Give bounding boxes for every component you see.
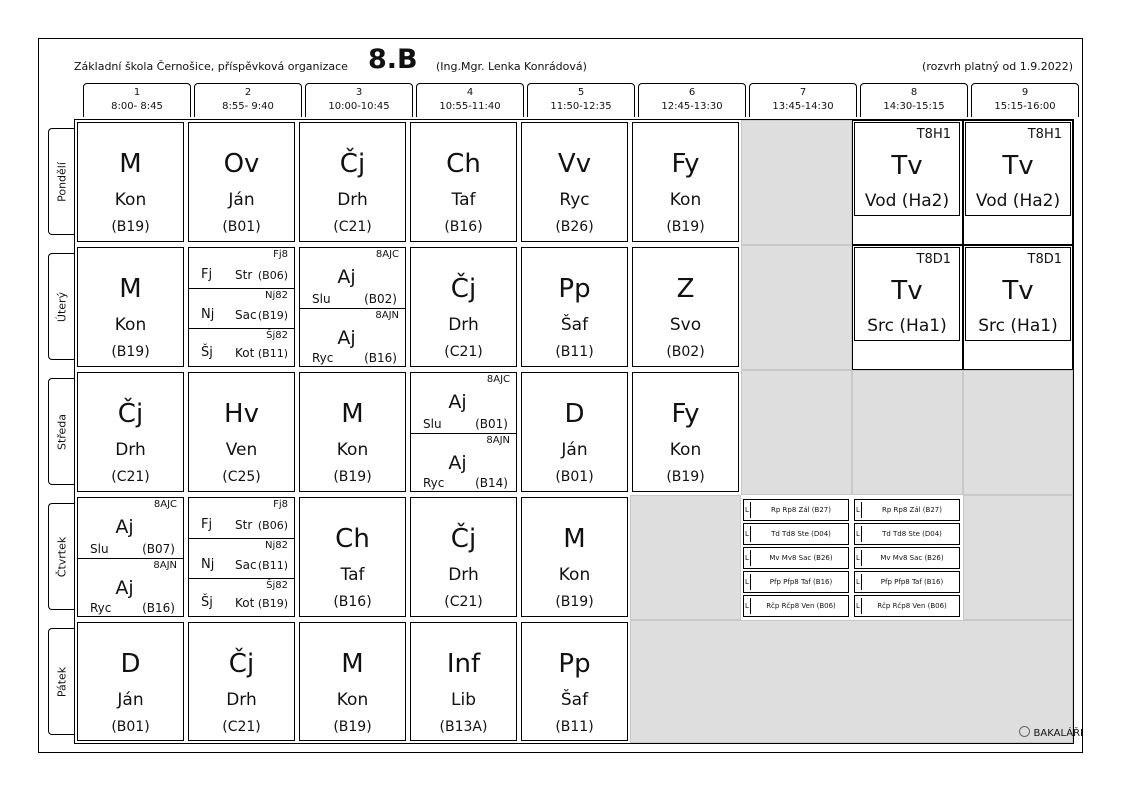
pe-lesson-card[interactable]: T8D1 Tv Src (Ha1) [854,247,960,341]
elective-item[interactable]: L Mv Mv8 Sac (B26) [854,547,960,569]
lesson-card[interactable]: Pp Šaf (B11) [521,247,628,367]
lesson-card[interactable]: Čj Drh (C21) [410,497,517,617]
lesson-card[interactable]: Vv Ryc (B26) [521,122,628,242]
lesson-card[interactable]: Ov Ján (B01) [188,122,295,242]
lesson-card[interactable]: M Kon (B19) [299,372,406,492]
empty-slot [963,370,1073,495]
english-groups-card[interactable]: 8AJC Aj Slu (B07) 8AJN Aj Ryc (B16) [77,497,184,617]
period-header: 5 11:50-12:35 [527,83,635,117]
period-header: 1 8:00- 8:45 [83,83,191,117]
empty-slot [741,245,852,370]
language-groups-card[interactable]: Fj8 Fj Str (B06) Nj82 Nj Sac (B11) Šj82 Šj Kot (B19) [188,497,295,617]
period-header: 3 10:00-10:45 [305,83,413,117]
elective-item[interactable]: L Td Td8 Ste (D04) [743,523,849,545]
elective-item[interactable]: L Pfp Pfp8 Taf (B16) [743,571,849,593]
lesson-card[interactable]: Čj Drh (C21) [299,122,406,242]
elective-item[interactable]: L Rčp Rčp8 Ven (B06) [743,595,849,617]
english-groups-card[interactable]: 8AJC Aj Slu (B02) 8AJN Aj Ryc (B16) [299,247,406,367]
lesson-card[interactable]: M Kon (B19) [521,497,628,617]
english-groups-card[interactable]: 8AJC Aj Slu (B01) 8AJN Aj Ryc (B14) [410,372,517,492]
lesson-card[interactable]: Pp Šaf (B11) [521,622,628,741]
elective-item[interactable]: L Rčp Rčp8 Ven (B06) [854,595,960,617]
lesson-card[interactable]: M Kon (B19) [77,122,184,242]
language-groups-card[interactable]: Fj8 Fj Str (B06) Nj82 Nj Sac (B19) Šj82 Šj Kot (B11) [188,247,295,367]
timetable-grid [74,119,1074,744]
bakalari-logo: BAKALÁŘI [1019,726,1083,739]
lesson-card[interactable]: Ch Taf (B16) [410,122,517,242]
day-label-wednesday: Středa [48,378,75,485]
gear-icon [1019,726,1030,737]
period-header: 7 13:45-14:30 [749,83,857,117]
elective-item[interactable]: L Pfp Pfp8 Taf (B16) [854,571,960,593]
elective-item[interactable]: L Rp Rp8 Zál (B27) [743,499,849,521]
day-label-tuesday: Úterý [48,253,75,360]
period-header: 8 14:30-15:15 [860,83,968,117]
period-header: 4 10:55-11:40 [416,83,524,117]
lesson-card[interactable]: Ch Taf (B16) [299,497,406,617]
lesson-card[interactable]: Čj Drh (C21) [77,372,184,492]
lesson-card[interactable]: Fy Kon (B19) [632,372,739,492]
empty-slot [630,495,741,620]
lesson-card[interactable]: M Kon (B19) [77,247,184,367]
empty-slot [630,620,1073,743]
lesson-card[interactable]: D Ján (B01) [521,372,628,492]
day-label-thursday: Čtvrtek [48,503,75,610]
class-teacher: (Ing.Mgr. Lenka Konrádová) [436,60,587,73]
period-header: 9 15:15-16:00 [971,83,1079,117]
empty-slot [741,120,852,245]
lesson-card[interactable]: Fy Kon (B19) [632,122,739,242]
elective-item[interactable]: L Rp Rp8 Zál (B27) [854,499,960,521]
elective-item[interactable]: L Mv Mv8 Sac (B26) [743,547,849,569]
pe-lesson-card[interactable]: T8H1 Tv Vod (Ha2) [854,122,960,216]
empty-slot [852,370,963,495]
lesson-card[interactable]: Čj Drh (C21) [410,247,517,367]
period-header: 2 8:55- 9:40 [194,83,302,117]
school-name: Základní škola Černošice, příspěvková organizace [74,60,348,73]
class-title: 8.B [368,44,418,75]
empty-slot [963,495,1073,620]
day-label-monday: Pondělí [48,128,75,235]
period-header: 6 12:45-13:30 [638,83,746,117]
empty-slot [741,370,852,495]
pe-lesson-card[interactable]: T8D1 Tv Src (Ha1) [965,247,1071,341]
valid-from: (rozvrh platný od 1.9.2022) [922,60,1073,73]
lesson-card[interactable]: Čj Drh (C21) [188,622,295,741]
lesson-card[interactable]: Z Svo (B02) [632,247,739,367]
lesson-card[interactable]: D Ján (B01) [77,622,184,741]
day-label-friday: Pátek [48,628,75,735]
pe-lesson-card[interactable]: T8H1 Tv Vod (Ha2) [965,122,1071,216]
lesson-card[interactable]: Hv Ven (C25) [188,372,295,492]
elective-item[interactable]: L Td Td8 Ste (D04) [854,523,960,545]
lesson-card[interactable]: Inf Lib (B13A) [410,622,517,741]
lesson-card[interactable]: M Kon (B19) [299,622,406,741]
